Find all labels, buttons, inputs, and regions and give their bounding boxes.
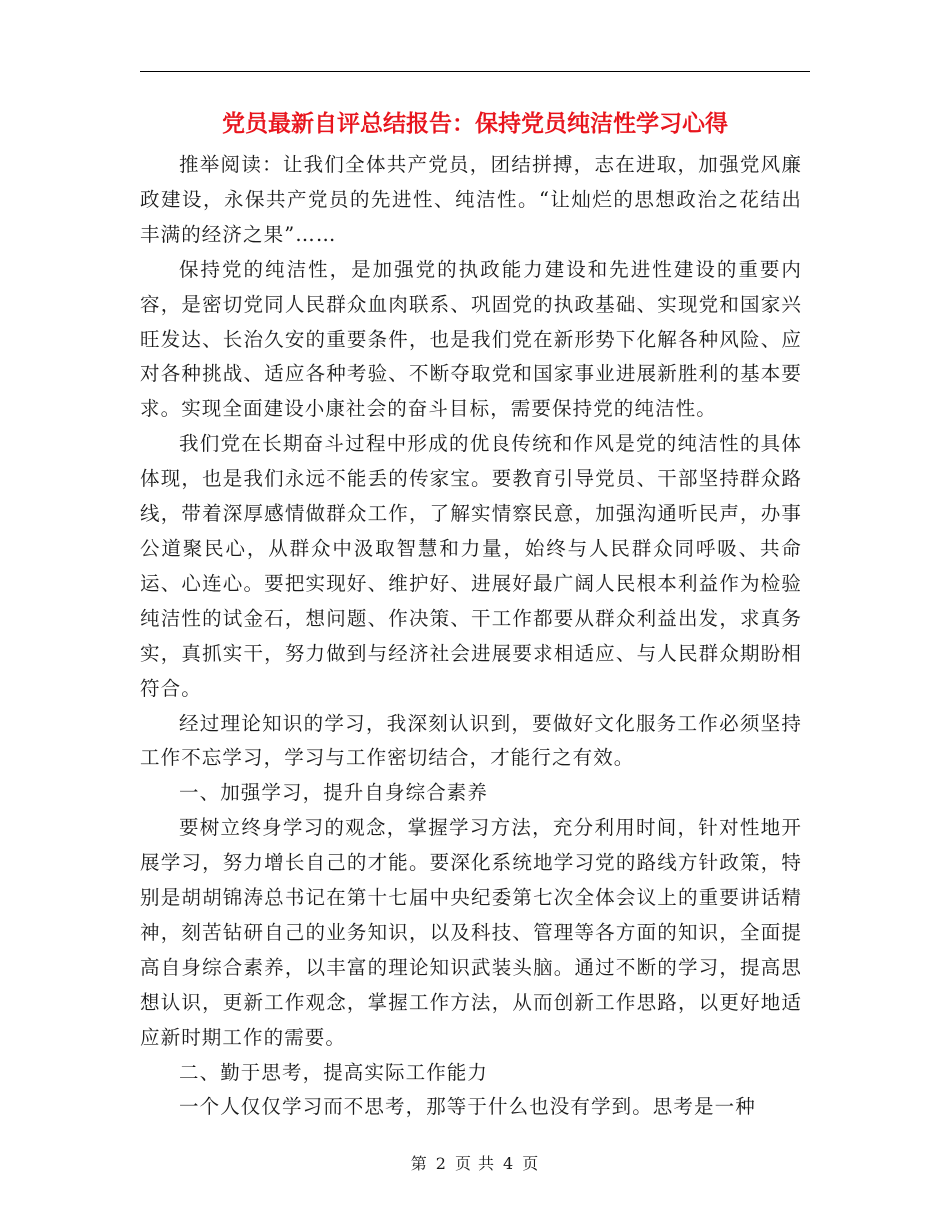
paragraph-learning-insight: 经过理论知识的学习，我深刻认识到，要做好文化服务工作必须坚持工作不忘学习，学习与工作密切结合，才能行之有效。 — [140, 711, 802, 770]
paragraph-purity-importance: 保持党的纯洁性，是加强党的执政能力建设和先进性建设的重要内容，是密切党同人民群众血肉联系、巩固党的执政基础、实现党和国家兴旺发达、长治久安的重要条件，也是我们党在新形势下化解各种风险、应对各种挑战、适应各种考验、不断夺取党和国家事业进展新胜利的基本要求。实现全面建设小康社会的奋斗目标，需要保持党的纯洁性。 — [140, 257, 802, 421]
header-rule — [140, 71, 810, 72]
paragraph-intro: 推举阅读：让我们全体共产党员，团结拼搏，志在进取，加强党风廉政建设，永保共产党员的先进性、纯洁性。“让灿烂的思想政治之花结出丰满的经济之果”…… — [140, 153, 802, 246]
paragraph-thinking: 一个人仅仅学习而不思考，那等于什么也没有学到。思考是一种 — [179, 1095, 756, 1119]
footer-total-pages: 4 — [503, 1154, 515, 1173]
section-heading-two: 二、勤于思考，提高实际工作能力 — [179, 1060, 489, 1084]
document-title: 党员最新自评总结报告：保持党员纯洁性学习心得 — [222, 111, 728, 137]
document-body — [140, 148, 802, 1125]
footer-middle: 页 共 — [454, 1154, 496, 1173]
paragraph-party-tradition: 我们党在长期奋斗过程中形成的优良传统和作风是党的纯洁性的具体体现，也是我们永远不能丢的传家宝。要教育引导党员、干部坚持群众路线，带着深厚感情做群众工作，了解实情察民意，加强沟通听民声，办事公道聚民心，从群众中汲取智慧和力量，始终与人民群众同呼吸、共命运、心连心。要把实现好、维护好、进展好最广阔人民根本利益作为检验纯洁性的试金石，想问题、作决策、干工作都要从群众利益出发，求真务实，真抓实干，努力做到与经济社会进展要求相适应、与人民群众期盼相符合。 — [140, 432, 802, 700]
page-footer — [0, 1152, 950, 1176]
footer-prefix: 第 — [410, 1154, 428, 1173]
section-heading-one: 一、加强学习，提升自身综合素养 — [179, 781, 489, 805]
footer-current-page: 2 — [435, 1154, 447, 1173]
paragraph-lifelong-learning: 要树立终身学习的观念，掌握学习方法，充分利用时间，针对性地开展学习，努力增长自己的才能。要深化系统地学习党的路线方针政策，特别是胡胡锦涛总书记在第十七届中央纪委第七次全体会议上的重要讲话精神，刻苦钻研自己的业务知识，以及科技、管理等各方面的知识，全面提高自身综合素养，以丰富的理论知识武装头脑。通过不断的学习，提高思想认识，更新工作观念，掌握工作方法，从而创新工作思路，以更好地适应新时期工作的需要。 — [140, 816, 802, 1049]
footer-suffix: 页 — [522, 1154, 540, 1173]
